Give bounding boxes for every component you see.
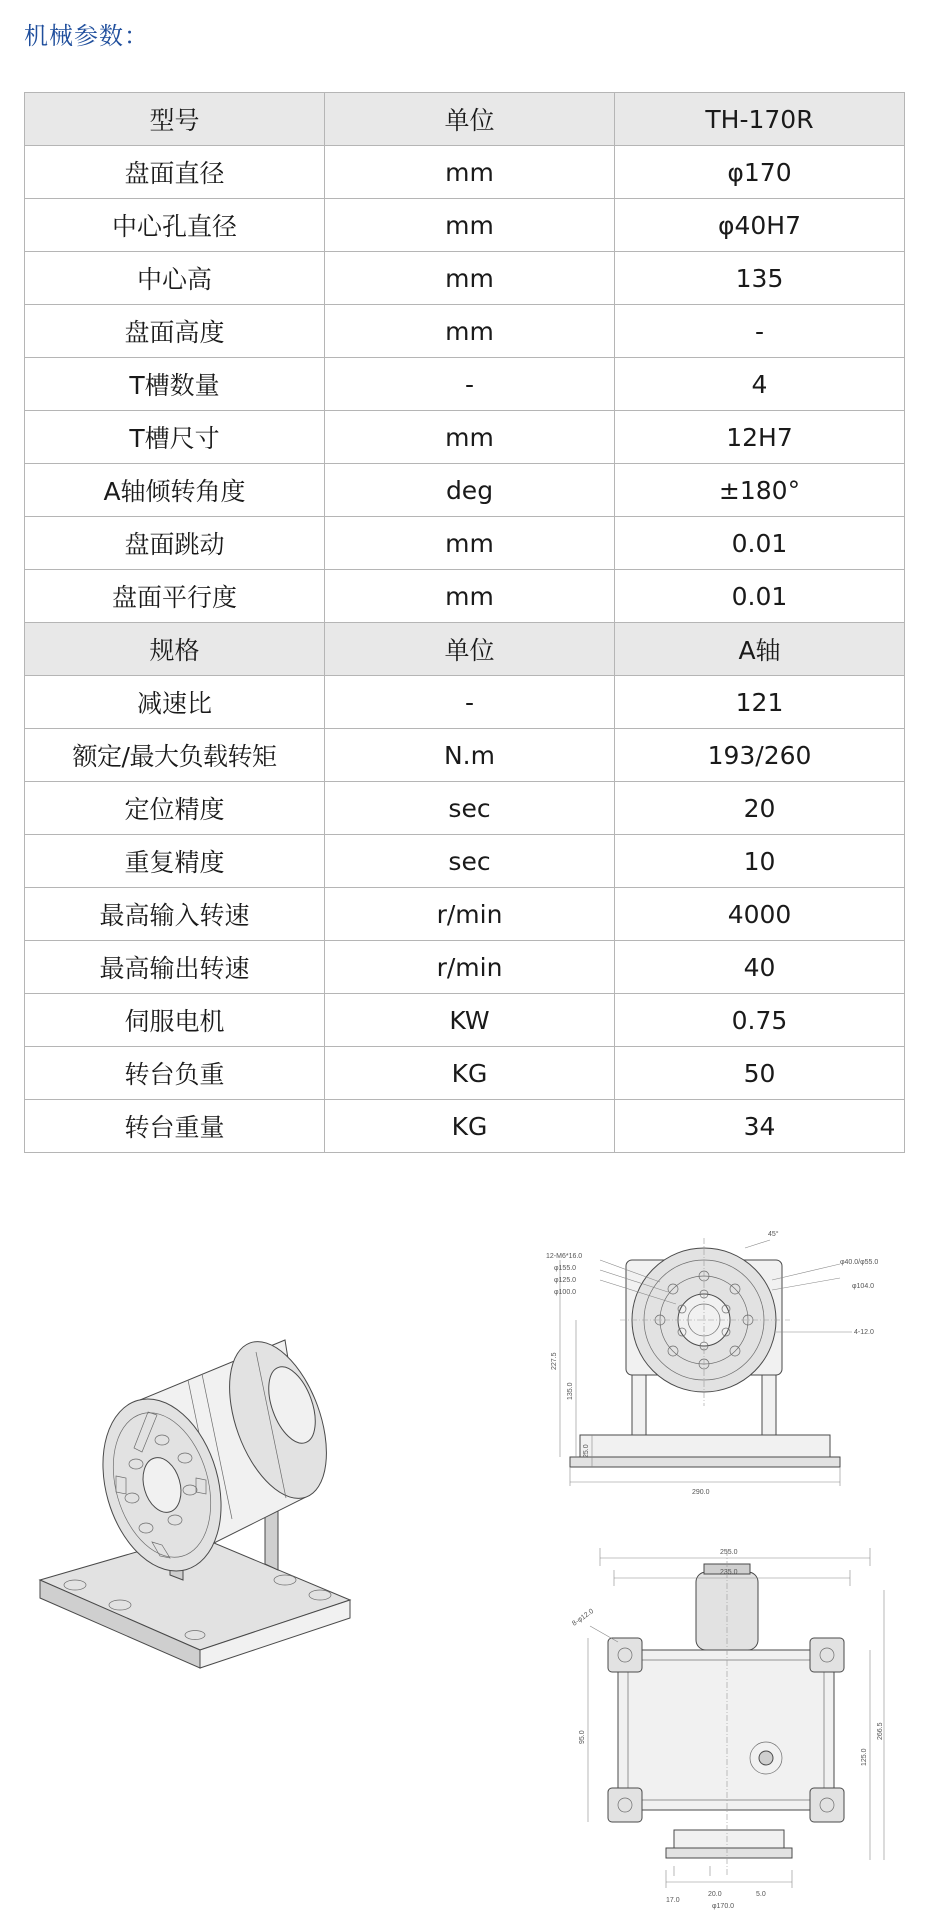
row-unit: N.m <box>325 729 615 782</box>
dim-phi170: φ170.0 <box>712 1903 735 1910</box>
table-body <box>25 93 905 1153</box>
table-row <box>25 199 905 252</box>
dim-227-5: 227.5 <box>551 1352 558 1370</box>
row-value: 50 <box>615 1047 905 1100</box>
subheader-cell-unit: 单位 <box>325 623 615 676</box>
table-row <box>25 782 905 835</box>
row-unit: r/min <box>325 888 615 941</box>
dim-95: 95.0 <box>579 1730 586 1744</box>
row-unit: mm <box>325 146 615 199</box>
header-cell-unit: 单位 <box>325 93 615 146</box>
subheader-cell-name: 规格 <box>25 623 325 676</box>
mechanical-parameters-table <box>24 92 905 1153</box>
row-value: - <box>615 305 905 358</box>
table-row <box>25 729 905 782</box>
row-unit: sec <box>325 835 615 888</box>
product-drawings <box>0 1200 927 1920</box>
header-cell-name: 型号 <box>25 93 325 146</box>
row-value: ±180° <box>615 464 905 517</box>
row-unit: - <box>325 358 615 411</box>
table-row <box>25 941 905 994</box>
table-row <box>25 1047 905 1100</box>
table-row <box>25 1100 905 1153</box>
front-view-drawing <box>540 1220 910 1510</box>
row-value: 193/260 <box>615 729 905 782</box>
table-row <box>25 358 905 411</box>
table-subheader-row <box>25 623 905 676</box>
row-label: 减速比 <box>25 676 325 729</box>
row-value: 4000 <box>615 888 905 941</box>
dim-4-12: 4-12.0 <box>854 1329 874 1336</box>
header-cell-value: TH-170R <box>615 93 905 146</box>
row-unit: mm <box>325 199 615 252</box>
dim-135: 135.0 <box>567 1382 574 1400</box>
row-unit: mm <box>325 252 615 305</box>
table-row <box>25 517 905 570</box>
row-value: 40 <box>615 941 905 994</box>
row-unit: - <box>325 676 615 729</box>
isometric-product-image <box>20 1280 440 1700</box>
row-unit: KG <box>325 1047 615 1100</box>
row-label: 最高输出转速 <box>25 941 325 994</box>
dim-phi104: φ104.0 <box>852 1283 875 1290</box>
dim-8-phi12: 8-φ12.0 <box>571 1607 596 1628</box>
row-unit: mm <box>325 411 615 464</box>
row-label: 盘面直径 <box>25 146 325 199</box>
table-row <box>25 464 905 517</box>
row-label: 盘面高度 <box>25 305 325 358</box>
table-row <box>25 676 905 729</box>
table-row <box>25 888 905 941</box>
dim-45deg: 45° <box>768 1231 779 1238</box>
row-value: 10 <box>615 835 905 888</box>
row-value: 121 <box>615 676 905 729</box>
row-value: 12H7 <box>615 411 905 464</box>
table-row <box>25 570 905 623</box>
row-value: φ170 <box>615 146 905 199</box>
row-label: 定位精度 <box>25 782 325 835</box>
row-label: 伺服电机 <box>25 994 325 1047</box>
dim-17: 17.0 <box>666 1897 680 1904</box>
table-row <box>25 305 905 358</box>
row-value: 34 <box>615 1100 905 1153</box>
table-row <box>25 994 905 1047</box>
table-row <box>25 411 905 464</box>
row-value: φ40H7 <box>615 199 905 252</box>
row-label: 转台重量 <box>25 1100 325 1153</box>
dim-266-5: 266.5 <box>877 1722 884 1740</box>
row-value: 135 <box>615 252 905 305</box>
row-label: A轴倾转角度 <box>25 464 325 517</box>
table-row <box>25 252 905 305</box>
row-label: 重复精度 <box>25 835 325 888</box>
row-unit: sec <box>325 782 615 835</box>
dim-phi125: φ125.0 <box>554 1277 577 1284</box>
row-unit: mm <box>325 517 615 570</box>
dim-phi155: φ155.0 <box>554 1265 577 1272</box>
row-unit: r/min <box>325 941 615 994</box>
table-header-row <box>25 93 905 146</box>
row-label: 中心高 <box>25 252 325 305</box>
row-value: 4 <box>615 358 905 411</box>
row-label: T槽数量 <box>25 358 325 411</box>
row-unit: mm <box>325 305 615 358</box>
row-unit: KW <box>325 994 615 1047</box>
subheader-cell-value: A轴 <box>615 623 905 676</box>
row-label: T槽尺寸 <box>25 411 325 464</box>
table-row <box>25 835 905 888</box>
row-label: 盘面跳动 <box>25 517 325 570</box>
row-unit: mm <box>325 570 615 623</box>
row-label: 盘面平行度 <box>25 570 325 623</box>
row-value: 0.01 <box>615 517 905 570</box>
side-view-drawing <box>570 1530 900 1910</box>
row-value: 20 <box>615 782 905 835</box>
dim-5: 5.0 <box>756 1891 766 1898</box>
dim-20: 20.0 <box>708 1891 722 1898</box>
row-label: 转台负重 <box>25 1047 325 1100</box>
row-label: 中心孔直径 <box>25 199 325 252</box>
row-unit: deg <box>325 464 615 517</box>
dim-290: 290.0 <box>692 1489 710 1496</box>
dim-phi40-phi55: φ40.0/φ55.0 <box>840 1259 879 1266</box>
table-row <box>25 146 905 199</box>
row-value: 0.75 <box>615 994 905 1047</box>
dim-12-m6: 12-M6*16.0 <box>546 1253 583 1260</box>
dim-235: 235.0 <box>720 1569 738 1576</box>
dim-phi100: φ100.0 <box>554 1289 577 1296</box>
dim-255: 255.0 <box>720 1549 738 1556</box>
page-title: 机械参数： <box>24 22 149 50</box>
row-value: 0.01 <box>615 570 905 623</box>
row-unit: KG <box>325 1100 615 1153</box>
dim-125: 125.0 <box>861 1748 868 1766</box>
row-label: 最高输入转速 <box>25 888 325 941</box>
dim-25: 25.0 <box>583 1444 590 1458</box>
row-label: 额定/最大负载转矩 <box>25 729 325 782</box>
